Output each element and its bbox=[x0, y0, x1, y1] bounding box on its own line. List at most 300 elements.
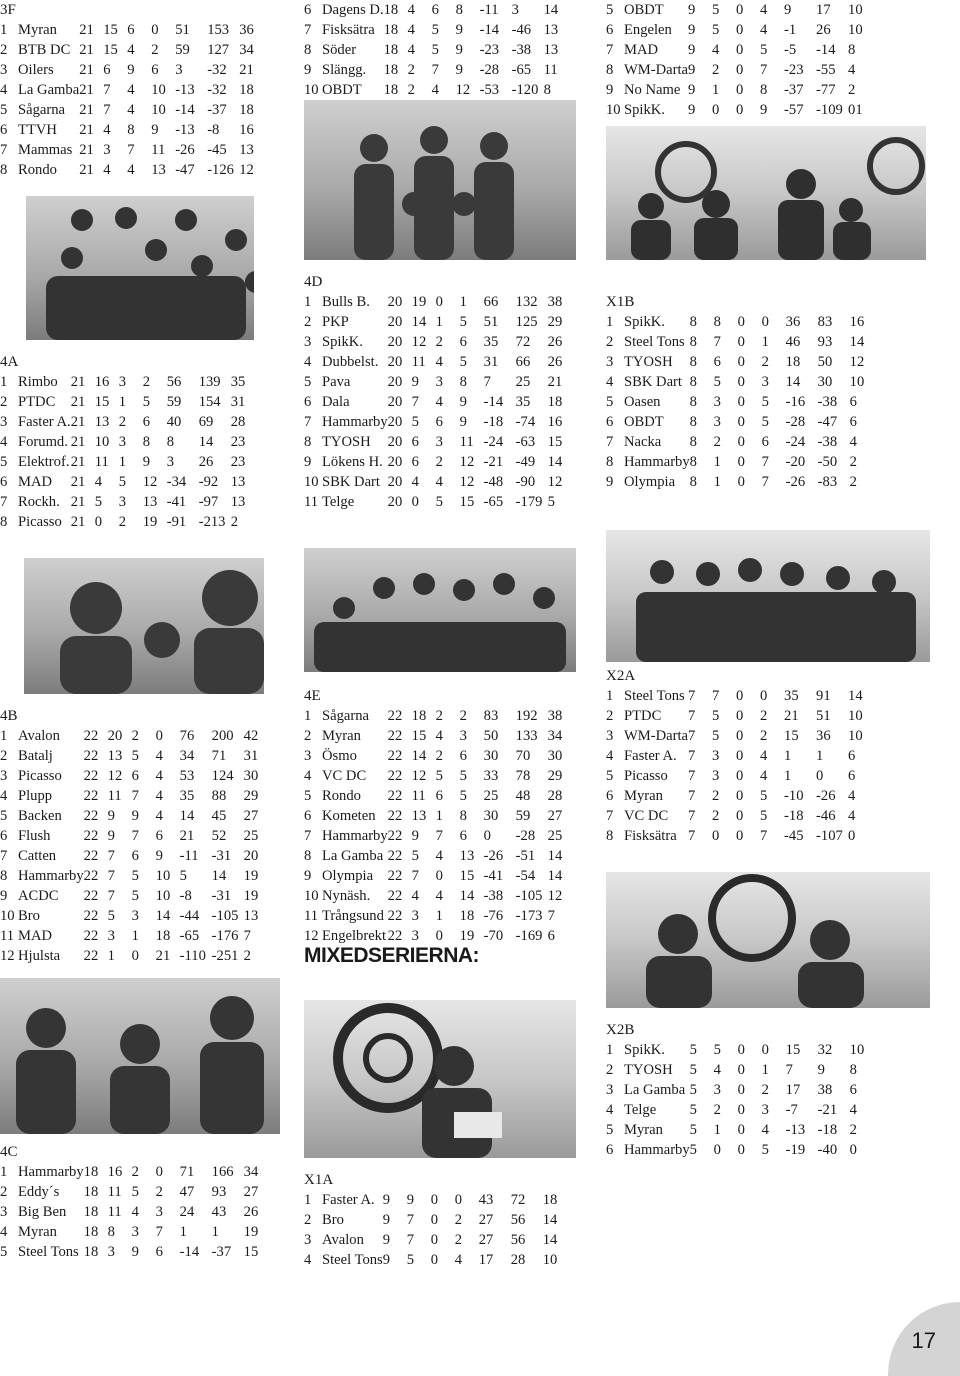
set-diff-cell: -28 bbox=[479, 62, 500, 78]
rank-cell: 3 bbox=[0, 1204, 8, 1220]
set-diff-cell: 36 bbox=[785, 314, 801, 330]
rank-cell: 5 bbox=[606, 768, 614, 784]
won-cell: 15 bbox=[411, 728, 427, 744]
set-diff-cell: -8 bbox=[179, 888, 192, 904]
rank-cell: 5 bbox=[0, 454, 8, 470]
set-diff-cell: 25 bbox=[483, 788, 499, 804]
won-cell: 12 bbox=[107, 768, 123, 784]
points-cell: 28 bbox=[230, 414, 246, 430]
lost-cell: 9 bbox=[459, 394, 467, 410]
table-row bbox=[304, 926, 570, 946]
rank-cell: 2 bbox=[304, 314, 312, 330]
rank-cell: 9 bbox=[304, 454, 312, 470]
standings-3f-continued bbox=[304, 0, 566, 100]
rank-cell: 2 bbox=[606, 708, 614, 724]
lost-cell: 6 bbox=[761, 434, 769, 450]
set-diff-cell: 24 bbox=[179, 1204, 195, 1220]
won-cell: 7 bbox=[411, 868, 419, 884]
table-row bbox=[606, 1140, 872, 1160]
leg-diff-cell: 59 bbox=[515, 808, 531, 824]
played-cell: 21 bbox=[79, 102, 94, 118]
leg-diff-cell: -105 bbox=[211, 908, 239, 924]
standings-table bbox=[606, 1040, 872, 1160]
team-cell: Myran bbox=[18, 22, 57, 38]
leg-diff-cell: 125 bbox=[515, 314, 538, 330]
set-diff-cell: -24 bbox=[785, 434, 806, 450]
set-diff-cell: -14 bbox=[479, 22, 500, 38]
won-cell: 8 bbox=[713, 314, 721, 330]
drawn-cell: 5 bbox=[131, 1184, 139, 1200]
team-cell: Faster A. bbox=[18, 414, 71, 430]
rank-cell: 12 bbox=[304, 928, 319, 944]
leg-diff-cell: -176 bbox=[211, 928, 239, 944]
set-diff-cell: -13 bbox=[175, 82, 195, 98]
rank-cell: 10 bbox=[304, 82, 319, 98]
group-silhouettes bbox=[304, 100, 576, 260]
won-cell: 3 bbox=[107, 1244, 115, 1260]
played-cell: 8 bbox=[689, 474, 697, 490]
lost-cell: 0 bbox=[151, 22, 159, 38]
table-row bbox=[0, 492, 253, 512]
lost-cell: 4 bbox=[760, 748, 768, 764]
team-cell: No Name bbox=[624, 82, 681, 98]
won-cell: 0 bbox=[712, 828, 720, 844]
points-cell: 6 bbox=[848, 748, 856, 764]
played-cell: 21 bbox=[70, 514, 86, 530]
won-cell: 0 bbox=[411, 494, 419, 510]
set-diff-cell: -41 bbox=[483, 868, 504, 884]
played-cell: 9 bbox=[382, 1232, 391, 1248]
lost-cell: 5 bbox=[459, 354, 467, 370]
lost-cell: 2 bbox=[760, 708, 768, 724]
played-cell: 22 bbox=[83, 828, 99, 844]
rank-cell: 8 bbox=[606, 828, 614, 844]
points-cell: 4 bbox=[849, 1102, 857, 1118]
won-cell: 5 bbox=[94, 494, 102, 510]
team-cell: Lökens H. bbox=[322, 454, 383, 470]
set-diff-cell: -110 bbox=[179, 948, 206, 964]
points-cell: 31 bbox=[243, 748, 259, 764]
table-row bbox=[0, 80, 261, 100]
played-cell: 20 bbox=[387, 494, 403, 510]
rank-cell: 1 bbox=[304, 708, 312, 724]
table-row bbox=[606, 706, 870, 726]
rank-cell: 10 bbox=[0, 908, 15, 924]
lost-cell: 12 bbox=[459, 474, 475, 490]
set-diff-cell: 34 bbox=[179, 748, 195, 764]
leg-diff-cell: 38 bbox=[817, 1082, 833, 1098]
page-number: 17 bbox=[911, 1328, 936, 1353]
team-cell: PTDC bbox=[624, 708, 662, 724]
lost-cell: 4 bbox=[454, 1252, 463, 1268]
points-cell: 13 bbox=[543, 22, 559, 38]
lost-cell: 8 bbox=[455, 2, 463, 18]
points-cell: 2 bbox=[849, 454, 857, 470]
points-cell: 4 bbox=[848, 62, 856, 78]
team-cell: OBDT bbox=[624, 414, 664, 430]
leg-diff-cell: -74 bbox=[515, 414, 536, 430]
played-cell: 7 bbox=[688, 788, 696, 804]
team-cell: Oasen bbox=[624, 394, 661, 410]
drawn-cell: 0 bbox=[737, 354, 745, 370]
set-diff-cell: 50 bbox=[483, 728, 499, 744]
team-cell: Big Ben bbox=[18, 1204, 67, 1220]
won-cell: 4 bbox=[712, 42, 720, 58]
leg-diff-cell: -105 bbox=[515, 888, 543, 904]
team-cell: Hammarby bbox=[624, 454, 690, 470]
lost-cell: 18 bbox=[155, 928, 171, 944]
drawn-cell: 0 bbox=[737, 394, 745, 410]
set-diff-cell: 51 bbox=[175, 22, 190, 38]
rank-cell: 1 bbox=[606, 688, 614, 704]
drawn-cell: 1 bbox=[118, 454, 126, 470]
points-cell: 15 bbox=[547, 434, 563, 450]
set-diff-cell: 27 bbox=[478, 1212, 494, 1228]
rank-cell: 4 bbox=[0, 82, 8, 98]
rank-cell: 3 bbox=[304, 748, 312, 764]
lost-cell: 2 bbox=[454, 1232, 463, 1248]
lost-cell: 5 bbox=[142, 394, 150, 410]
table-row bbox=[304, 492, 570, 512]
won-cell: 11 bbox=[107, 1184, 122, 1200]
drawn-cell: 0 bbox=[435, 928, 443, 944]
won-cell: 1 bbox=[107, 948, 115, 964]
standings-x2b bbox=[606, 1020, 872, 1160]
rank-cell: 8 bbox=[0, 868, 8, 884]
set-diff-cell: -16 bbox=[785, 394, 806, 410]
table-row bbox=[0, 432, 253, 452]
rank-cell: 3 bbox=[0, 414, 8, 430]
points-cell: 6 bbox=[849, 1082, 857, 1098]
table-row bbox=[304, 352, 570, 372]
set-diff-cell: 9 bbox=[784, 2, 792, 18]
played-cell: 21 bbox=[70, 414, 86, 430]
table-row bbox=[304, 1190, 565, 1210]
played-cell: 20 bbox=[387, 294, 403, 310]
drawn-cell: 4 bbox=[127, 42, 135, 58]
played-cell: 8 bbox=[689, 354, 697, 370]
team-cell: Hammarby bbox=[322, 828, 388, 844]
points-cell: 26 bbox=[547, 354, 563, 370]
leg-diff-cell: -179 bbox=[515, 494, 543, 510]
drawn-cell: 2 bbox=[435, 748, 443, 764]
points-cell: 21 bbox=[239, 62, 254, 78]
drawn-cell: 0 bbox=[736, 62, 744, 78]
leg-diff-cell: 78 bbox=[515, 768, 531, 784]
lost-cell: 13 bbox=[151, 162, 166, 178]
rank-cell: 7 bbox=[304, 414, 312, 430]
lost-cell: 14 bbox=[459, 888, 475, 904]
points-cell: 7 bbox=[547, 908, 555, 924]
table-row bbox=[304, 312, 570, 332]
set-diff-cell: -14 bbox=[175, 102, 195, 118]
table-row bbox=[304, 826, 570, 846]
team-cell: SBK Dart bbox=[624, 374, 682, 390]
team-photo bbox=[24, 558, 264, 694]
set-diff-cell: 83 bbox=[483, 708, 499, 724]
points-cell: 19 bbox=[243, 868, 259, 884]
lost-cell: 5 bbox=[760, 808, 768, 824]
table-row bbox=[304, 452, 570, 472]
player-photo bbox=[606, 872, 930, 1008]
table-row bbox=[304, 706, 570, 726]
points-cell: 30 bbox=[243, 768, 259, 784]
drawn-cell: 2 bbox=[435, 708, 443, 724]
table-row bbox=[304, 1230, 565, 1250]
table-row bbox=[0, 392, 253, 412]
leg-diff-cell: 32 bbox=[817, 1042, 833, 1058]
team-cell: Slängg. bbox=[322, 62, 367, 78]
points-cell: 27 bbox=[243, 1184, 259, 1200]
won-cell: 13 bbox=[94, 414, 110, 430]
won-cell: 4 bbox=[407, 22, 415, 38]
played-cell: 22 bbox=[83, 888, 99, 904]
drawn-cell: 4 bbox=[431, 82, 439, 98]
team-cell: Fisksätra bbox=[322, 22, 375, 38]
won-cell: 7 bbox=[406, 1232, 415, 1248]
drawn-cell: 5 bbox=[131, 868, 139, 884]
team-cell: Bro bbox=[18, 908, 40, 924]
leg-diff-cell: 127 bbox=[207, 42, 230, 58]
rank-cell: 5 bbox=[606, 1122, 614, 1138]
lost-cell: 5 bbox=[459, 788, 467, 804]
table-row bbox=[0, 20, 261, 40]
drawn-cell: 2 bbox=[435, 334, 443, 350]
leg-diff-cell: -32 bbox=[207, 62, 227, 78]
won-cell: 3 bbox=[103, 142, 111, 158]
won-cell: 5 bbox=[713, 1042, 721, 1058]
played-cell: 22 bbox=[387, 848, 403, 864]
set-diff-cell: 43 bbox=[478, 1192, 494, 1208]
standings-table bbox=[0, 20, 261, 180]
points-cell: 13 bbox=[230, 474, 246, 490]
standings-table bbox=[606, 312, 872, 492]
team-cell: Oilers bbox=[18, 62, 54, 78]
rank-cell: 7 bbox=[606, 42, 614, 58]
team-cell: PKP bbox=[322, 314, 349, 330]
rank-cell: 8 bbox=[304, 42, 312, 58]
drawn-cell: 2 bbox=[435, 454, 443, 470]
team-cell: La Gamba bbox=[18, 82, 80, 98]
played-cell: 22 bbox=[387, 708, 403, 724]
played-cell: 21 bbox=[70, 474, 86, 490]
won-cell: 5 bbox=[411, 848, 419, 864]
set-diff-cell: 53 bbox=[179, 768, 195, 784]
lost-cell: 2 bbox=[760, 728, 768, 744]
leg-diff-cell: 51 bbox=[816, 708, 831, 724]
team-cell: Sågarna bbox=[18, 102, 66, 118]
table-row bbox=[0, 1202, 266, 1222]
table-row bbox=[0, 1182, 266, 1202]
table-row bbox=[0, 786, 266, 806]
set-diff-cell: 0 bbox=[483, 828, 491, 844]
lost-cell: 8 bbox=[760, 82, 768, 98]
team-cell: Elektrof. bbox=[18, 454, 70, 470]
points-cell: 10 bbox=[848, 22, 863, 38]
points-cell: 23 bbox=[230, 434, 246, 450]
division-title: 4B bbox=[0, 708, 18, 724]
lost-cell: 4 bbox=[155, 788, 163, 804]
won-cell: 8 bbox=[107, 1224, 115, 1240]
won-cell: 3 bbox=[712, 748, 720, 764]
drawn-cell: 5 bbox=[131, 748, 139, 764]
drawn-cell: 1 bbox=[435, 908, 443, 924]
rank-cell: 9 bbox=[0, 888, 8, 904]
rank-cell: 5 bbox=[606, 394, 614, 410]
leg-diff-cell: 1 bbox=[816, 748, 824, 764]
won-cell: 7 bbox=[107, 868, 115, 884]
points-cell: 14 bbox=[543, 2, 559, 18]
team-cell: Steel Tons bbox=[624, 334, 685, 350]
points-cell: 16 bbox=[547, 414, 563, 430]
drawn-cell: 0 bbox=[736, 808, 744, 824]
rank-cell: 3 bbox=[606, 1082, 614, 1098]
team-cell: VC DC bbox=[624, 808, 669, 824]
leg-diff-cell: -107 bbox=[816, 828, 843, 844]
points-cell: 7 bbox=[243, 928, 251, 944]
drawn-cell: 8 bbox=[127, 122, 135, 138]
played-cell: 22 bbox=[387, 868, 403, 884]
won-cell: 4 bbox=[103, 122, 111, 138]
lost-cell: 3 bbox=[459, 728, 467, 744]
drawn-cell: 0 bbox=[737, 1102, 745, 1118]
drawn-cell: 0 bbox=[737, 414, 745, 430]
points-cell: 23 bbox=[230, 454, 246, 470]
drawn-cell: 6 bbox=[131, 848, 139, 864]
drawn-cell: 5 bbox=[431, 42, 439, 58]
team-cell: Myran bbox=[18, 1224, 57, 1240]
played-cell: 9 bbox=[688, 82, 696, 98]
points-cell: 38 bbox=[547, 708, 563, 724]
drawn-cell: 0 bbox=[430, 1232, 439, 1248]
set-diff-cell: -28 bbox=[785, 414, 806, 430]
set-diff-cell: 56 bbox=[166, 374, 182, 390]
drawn-cell: 0 bbox=[737, 1122, 745, 1138]
drawn-cell: 0 bbox=[737, 434, 745, 450]
team-cell: Myran bbox=[624, 788, 663, 804]
lost-cell: 5 bbox=[760, 788, 768, 804]
points-cell: 16 bbox=[849, 314, 865, 330]
leg-diff-cell: 139 bbox=[198, 374, 221, 390]
standings-table bbox=[0, 726, 266, 966]
leg-diff-cell: -169 bbox=[515, 928, 543, 944]
played-cell: 7 bbox=[688, 728, 696, 744]
played-cell: 18 bbox=[383, 42, 399, 58]
played-cell: 8 bbox=[689, 434, 697, 450]
rank-cell: 9 bbox=[606, 82, 614, 98]
rank-cell: 6 bbox=[0, 122, 8, 138]
set-diff-cell: 1 bbox=[179, 1224, 187, 1240]
set-diff-cell: 18 bbox=[785, 354, 801, 370]
lost-cell: 3 bbox=[761, 374, 769, 390]
division-title: 4D bbox=[304, 274, 323, 290]
standings-3f bbox=[0, 0, 261, 180]
leg-diff-cell: -47 bbox=[817, 414, 838, 430]
leg-diff-cell: -92 bbox=[198, 474, 219, 490]
leg-diff-cell: -65 bbox=[511, 62, 532, 78]
rank-cell: 4 bbox=[0, 434, 8, 450]
points-cell: 13 bbox=[239, 142, 254, 158]
won-cell: 18 bbox=[411, 708, 427, 724]
team-cell: Rimbo bbox=[18, 374, 58, 390]
table-row bbox=[606, 1080, 872, 1100]
rank-cell: 9 bbox=[304, 868, 312, 884]
played-cell: 9 bbox=[688, 102, 696, 118]
won-cell: 14 bbox=[411, 314, 427, 330]
played-cell: 5 bbox=[689, 1042, 697, 1058]
lost-cell: 9 bbox=[455, 42, 463, 58]
set-diff-cell: 33 bbox=[483, 768, 499, 784]
drawn-cell: 9 bbox=[131, 1244, 139, 1260]
drawn-cell: 0 bbox=[736, 708, 744, 724]
leg-diff-cell: 30 bbox=[817, 374, 833, 390]
set-diff-cell: 3 bbox=[175, 62, 183, 78]
played-cell: 8 bbox=[689, 394, 697, 410]
played-cell: 22 bbox=[387, 788, 403, 804]
table-row bbox=[0, 906, 266, 926]
played-cell: 18 bbox=[83, 1204, 99, 1220]
drawn-cell: 0 bbox=[736, 828, 744, 844]
set-diff-cell: -53 bbox=[479, 82, 500, 98]
played-cell: 21 bbox=[79, 62, 94, 78]
set-diff-cell: -70 bbox=[483, 928, 504, 944]
team-cell: OBDT bbox=[322, 82, 362, 98]
standings-x2a bbox=[606, 666, 870, 846]
team-photo bbox=[304, 100, 576, 260]
lost-cell: 6 bbox=[459, 334, 467, 350]
set-diff-cell: -1 bbox=[784, 22, 797, 38]
rank-cell: 7 bbox=[606, 808, 614, 824]
won-cell: 9 bbox=[107, 808, 115, 824]
table-row bbox=[0, 472, 253, 492]
table-row bbox=[606, 1120, 872, 1140]
table-row bbox=[304, 332, 570, 352]
drawn-cell: 7 bbox=[131, 788, 139, 804]
team-cell: Rockh. bbox=[18, 494, 60, 510]
played-cell: 22 bbox=[83, 788, 99, 804]
won-cell: 7 bbox=[411, 394, 419, 410]
played-cell: 8 bbox=[689, 454, 697, 470]
team-cell: Nynäsh. bbox=[322, 888, 371, 904]
rank-cell: 8 bbox=[606, 62, 614, 78]
set-diff-cell: -41 bbox=[166, 494, 187, 510]
team-cell: WM-Darta bbox=[624, 728, 689, 744]
points-cell: 25 bbox=[547, 828, 563, 844]
leg-diff-cell: 72 bbox=[510, 1192, 526, 1208]
group-silhouettes bbox=[304, 548, 576, 672]
rank-cell: 4 bbox=[304, 1252, 312, 1268]
played-cell: 22 bbox=[83, 728, 99, 744]
leg-diff-cell: 35 bbox=[515, 394, 531, 410]
points-cell: 27 bbox=[243, 808, 259, 824]
won-cell: 3 bbox=[712, 768, 720, 784]
standings-table bbox=[304, 706, 570, 946]
table-row bbox=[304, 0, 566, 20]
won-cell: 11 bbox=[94, 454, 109, 470]
set-diff-cell: 15 bbox=[784, 728, 799, 744]
lost-cell: 7 bbox=[760, 828, 768, 844]
won-cell: 5 bbox=[411, 414, 419, 430]
points-cell: 29 bbox=[243, 788, 259, 804]
drawn-cell: 7 bbox=[127, 142, 135, 158]
set-diff-cell: 47 bbox=[179, 1184, 195, 1200]
lost-cell: 9 bbox=[760, 102, 768, 118]
lost-cell: 2 bbox=[151, 42, 159, 58]
team-cell: Hammarby bbox=[624, 1142, 690, 1158]
drawn-cell: 4 bbox=[131, 1204, 139, 1220]
won-cell: 7 bbox=[107, 848, 115, 864]
played-cell: 5 bbox=[689, 1122, 697, 1138]
